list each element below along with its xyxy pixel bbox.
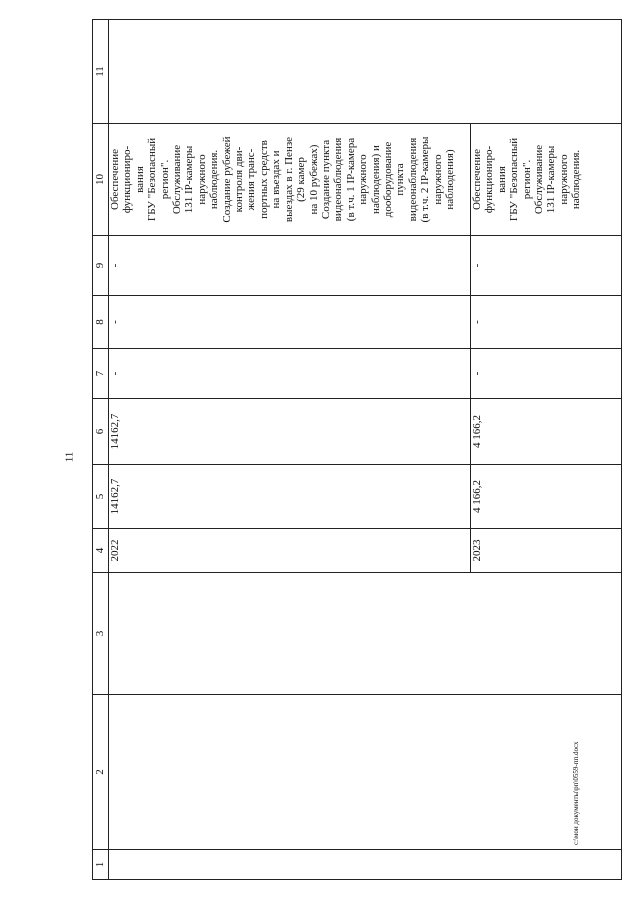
header-row bbox=[93, 20, 109, 880]
header-col-3: 3 bbox=[93, 573, 109, 695]
value-col-5: 4 166,2 bbox=[471, 465, 622, 529]
header-col-4: 4 bbox=[93, 529, 109, 573]
header-col-10: 10 bbox=[93, 124, 109, 236]
data-table bbox=[92, 19, 622, 880]
header-col-1: 1 bbox=[93, 850, 109, 880]
table-row bbox=[109, 20, 471, 880]
year-cell: 2023 bbox=[471, 529, 622, 573]
cell-col-3 bbox=[109, 573, 622, 695]
cell-col-1 bbox=[109, 850, 622, 880]
header-col-11: 11 bbox=[93, 20, 109, 124]
header-col-7: 7 bbox=[93, 349, 109, 399]
page-number: 11 bbox=[63, 451, 76, 463]
cell-col-2 bbox=[109, 695, 622, 850]
value-col-8: - bbox=[109, 296, 471, 349]
value-col-5: 14162,7 bbox=[109, 465, 471, 529]
value-col-6: 14162,7 bbox=[109, 399, 471, 465]
description-cell: Обеспечение функциониро- вания ГБУ "Безопасный регион". Обслуживание 131 IP-камеры наружного наблюдения. bbox=[471, 124, 622, 236]
header-col-6: 6 bbox=[93, 399, 109, 465]
header-col-2: 2 bbox=[93, 695, 109, 850]
year-cell: 2022 bbox=[109, 529, 471, 573]
rotated-table-container bbox=[92, 20, 622, 880]
cell-col-11 bbox=[109, 20, 622, 124]
value-col-7: - bbox=[109, 349, 471, 399]
header-col-5: 5 bbox=[93, 465, 109, 529]
footer-file-path: c:\мои документы\рп\0559-пп.docx bbox=[572, 741, 580, 845]
description-cell: Обеспечение функциониро- вания ГБУ "Безопасный регион". Обслуживание 131 IP-камеры наружного наблюдения. Создание рубежей контроля дви- жения транс- портных средств на въездах и выездах в г. Пензе (29 камер на 10 рубежах) Создание пункта видеонаблюдения (в т.ч. 1 IP-камера наружного наблюдения) и дооборудование пункта видеонаблюдения (в т.ч. 2 IP-камеры наружного наблюдения) bbox=[109, 124, 471, 236]
value-col-6: 4 166,2 bbox=[471, 399, 622, 465]
header-col-9: 9 bbox=[93, 236, 109, 296]
value-col-8: - bbox=[471, 296, 622, 349]
value-col-9: - bbox=[109, 236, 471, 296]
value-col-7: - bbox=[471, 349, 622, 399]
value-col-9: - bbox=[471, 236, 622, 296]
header-col-8: 8 bbox=[93, 296, 109, 349]
